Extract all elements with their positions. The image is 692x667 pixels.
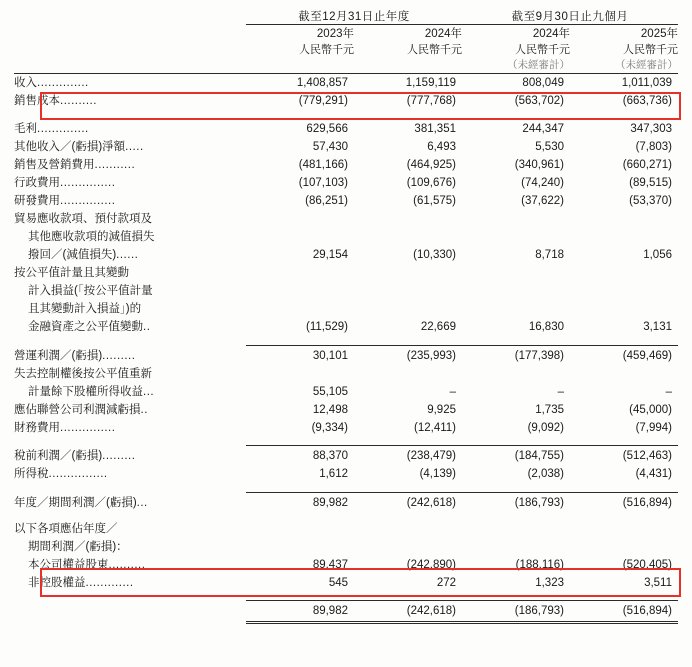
row-label — [14, 574, 246, 592]
row-label — [14, 520, 246, 538]
spacer-cell — [462, 484, 570, 493]
row-label — [14, 601, 246, 623]
income-statement-table — [14, 8, 678, 624]
row-spacer — [14, 337, 678, 346]
row-value — [246, 301, 354, 319]
row-value: 88,370 — [246, 446, 354, 466]
row-value: (89,515) — [629, 177, 672, 189]
row-label-text: 計入損益(「按公平值計量 — [28, 285, 153, 297]
row-label-text: 以下各項應佔年度／ — [14, 522, 118, 535]
row-value: 1,011,039 — [621, 76, 672, 89]
spacer-cell — [246, 437, 354, 446]
row-value: 89,982 — [246, 601, 354, 623]
table-header — [14, 8, 678, 74]
spacer-cell — [570, 484, 678, 493]
row-value — [462, 265, 570, 283]
row-value: (459,469) — [570, 345, 678, 365]
row-label-text: 所得稅 — [14, 468, 49, 480]
row-value — [570, 283, 678, 301]
row-value: 244,347 — [462, 119, 570, 139]
row-leader-dots: ..... — [125, 141, 144, 153]
table-row — [14, 139, 678, 157]
header-audit-row — [14, 57, 678, 72]
table-row — [14, 283, 678, 301]
table-row — [14, 365, 678, 383]
row-label — [14, 556, 246, 574]
row-leader-dots: .............. — [37, 76, 89, 89]
row-label — [14, 229, 246, 247]
spacer-cell — [354, 337, 462, 346]
row-label — [14, 538, 246, 556]
row-value — [354, 265, 462, 283]
row-label — [14, 265, 246, 283]
row-value — [462, 229, 570, 247]
row-label-text: 且其變動計入損益」)的 — [28, 303, 142, 315]
table-row — [14, 247, 678, 265]
row-leader-dots: ...... — [116, 249, 139, 261]
row-value: (53,370) — [629, 195, 672, 207]
row-label-text: 失去控制權後按公平值重新 — [14, 367, 152, 380]
header-unit-2023: 人民幣千元 — [299, 44, 354, 56]
table-body — [14, 74, 678, 623]
row-value: (9,092) — [527, 421, 564, 434]
row-value: 1,612 — [319, 468, 348, 480]
spacer-cell — [14, 437, 246, 446]
row-label-text: 稅前利潤／(虧損) — [14, 450, 103, 462]
row-value — [354, 520, 462, 538]
row-label — [14, 119, 246, 139]
header-unit-2024-annual: 人民幣千元 — [407, 44, 462, 56]
row-value — [354, 229, 462, 247]
row-value — [570, 520, 678, 538]
row-leader-dots: ......... — [102, 450, 136, 462]
row-value: 347,303 — [570, 119, 678, 139]
row-label — [14, 401, 246, 419]
row-value: (516,894) — [570, 601, 678, 623]
row-value — [246, 211, 354, 229]
header-audit-2024-annual — [354, 57, 462, 72]
row-value: 16,830 — [528, 321, 564, 333]
table-row — [14, 574, 678, 592]
row-label-text: 應佔聯營公司利潤減虧損 — [14, 403, 141, 416]
row-label — [14, 247, 246, 265]
table-row — [14, 419, 678, 437]
row-label-text: 按公平值計量且其變動 — [14, 267, 129, 279]
table-row — [14, 119, 678, 139]
table-row — [14, 446, 678, 466]
table-row — [14, 74, 678, 93]
row-label-text: 非控股權益 — [28, 576, 86, 589]
row-value: (512,463) — [570, 446, 678, 466]
row-value: 1,056 — [643, 249, 672, 261]
row-value: (61,575) — [413, 195, 456, 207]
row-value: (2,038) — [527, 468, 564, 480]
row-label-text: 財務費用 — [14, 421, 60, 434]
row-value — [354, 538, 462, 556]
row-value: (109,676) — [406, 177, 456, 189]
header-audit-2023 — [246, 57, 354, 72]
row-value: (235,993) — [354, 345, 462, 365]
row-label-text: 營運利潤／(虧損) — [14, 349, 103, 362]
spacer-cell — [246, 512, 354, 520]
row-label-text: 其他收入／(虧損)淨額 — [14, 141, 126, 153]
table-row — [14, 175, 678, 193]
row-label-text: 本公司權益股東 — [28, 558, 109, 571]
row-value: 30,101 — [246, 345, 354, 365]
row-label — [14, 383, 246, 401]
spacer-cell — [354, 512, 462, 520]
row-value — [462, 538, 570, 556]
spacer-cell — [570, 337, 678, 346]
row-value — [246, 283, 354, 301]
spacer-cell — [14, 512, 246, 520]
row-value: 1,408,857 — [296, 76, 348, 89]
table-row — [14, 92, 678, 110]
spacer-cell — [462, 592, 570, 601]
row-value — [354, 365, 462, 383]
row-value: (186,793) — [462, 601, 570, 623]
row-leader-dots: .. — [143, 321, 151, 333]
header-unit-2025-interim: 人民幣千元 — [623, 44, 678, 56]
table-row — [14, 556, 678, 574]
row-value — [354, 301, 462, 319]
row-leader-dots: ... — [136, 496, 148, 509]
spacer-cell — [570, 512, 678, 520]
row-value: (779,291) — [298, 94, 348, 107]
row-value — [570, 265, 678, 283]
row-value: (74,240) — [521, 177, 564, 189]
spacer-cell — [246, 110, 354, 119]
row-value: 1,323 — [535, 576, 564, 589]
row-value: 1,159,119 — [405, 76, 456, 89]
table-row — [14, 319, 678, 337]
spacer-cell — [246, 592, 354, 601]
row-value: (242,618) — [354, 492, 462, 512]
header-group-annual: 截至12月31日止年度 — [246, 8, 462, 25]
row-label-text: 金融資產之公平值變動 — [28, 321, 143, 333]
row-leader-dots: ............... — [60, 421, 116, 434]
spacer-cell — [570, 110, 678, 119]
row-label — [14, 157, 246, 175]
row-label-text: 其他應收款項的減值損失 — [28, 231, 155, 243]
spacer-cell — [354, 592, 462, 601]
row-label-text: 計量餘下股權所得收益 — [28, 385, 143, 398]
row-value: 22,669 — [420, 321, 456, 333]
spacer-cell — [246, 337, 354, 346]
row-leader-dots: ................ — [48, 468, 108, 480]
row-label-text: 年度／期間利潤／(虧損) — [14, 496, 137, 509]
row-label — [14, 446, 246, 466]
table-row — [14, 265, 678, 283]
table-row — [14, 157, 678, 175]
row-label-text: 收入 — [14, 76, 37, 89]
row-leader-dots: ............. — [85, 576, 134, 589]
row-leader-dots: .............. — [37, 123, 89, 135]
header-blank-cell-2 — [14, 25, 246, 42]
table-row — [14, 301, 678, 319]
row-value: 89,437 — [312, 558, 348, 571]
row-value: (186,793) — [462, 492, 570, 512]
row-value: (340,961) — [514, 159, 564, 171]
row-label-text: 期間利潤／(虧損)： — [28, 540, 128, 553]
row-value: (45,000) — [629, 403, 672, 416]
row-value: 57,430 — [312, 141, 348, 153]
table-row — [14, 211, 678, 229]
row-value — [570, 211, 678, 229]
row-value: – — [449, 385, 456, 398]
row-value — [246, 265, 354, 283]
row-label — [14, 466, 246, 484]
row-spacer — [14, 592, 678, 601]
row-label — [14, 365, 246, 383]
header-year-row — [14, 25, 678, 42]
header-group-row — [14, 8, 678, 25]
row-label-text: 行政費用 — [14, 177, 60, 189]
row-leader-dots: ............... — [60, 177, 116, 189]
row-value: (520,405) — [622, 558, 672, 571]
row-value: (563,702) — [514, 94, 564, 107]
spacer-cell — [462, 337, 570, 346]
row-label — [14, 492, 246, 512]
row-spacer — [14, 512, 678, 520]
row-value: (777,768) — [406, 94, 456, 107]
table-row — [14, 383, 678, 401]
row-value — [462, 365, 570, 383]
row-value: (4,431) — [635, 468, 672, 480]
header-year-2023: 2023年 — [316, 28, 354, 40]
header-year-2024-annual: 2024年 — [424, 28, 462, 40]
row-value: 381,351 — [354, 119, 462, 139]
row-value: 629,566 — [246, 119, 354, 139]
row-value — [354, 211, 462, 229]
row-value — [570, 538, 678, 556]
row-label — [14, 419, 246, 437]
row-value — [462, 520, 570, 538]
row-value: 29,154 — [312, 249, 348, 261]
row-leader-dots: .......... — [108, 558, 146, 571]
row-label — [14, 92, 246, 110]
row-value: (10,330) — [413, 249, 456, 261]
row-value — [462, 211, 570, 229]
row-value: 55,105 — [312, 385, 348, 398]
row-spacer — [14, 437, 678, 446]
row-label — [14, 319, 246, 337]
row-label — [14, 175, 246, 193]
row-value — [462, 283, 570, 301]
row-value: 6,493 — [427, 141, 456, 153]
row-value — [570, 365, 678, 383]
row-value — [462, 301, 570, 319]
header-blank-cell-4 — [14, 57, 246, 72]
row-label — [14, 139, 246, 157]
row-value: (11,529) — [306, 321, 348, 333]
header-year-2025-interim: 2025年 — [640, 28, 678, 40]
row-value: (7,803) — [635, 141, 672, 153]
row-label-text: 銷售及營銷費用 — [14, 159, 95, 171]
table-row — [14, 538, 678, 556]
spacer-cell — [354, 110, 462, 119]
row-value: 1,735 — [535, 403, 564, 416]
row-value: (481,166) — [298, 159, 348, 171]
row-value: (464,925) — [406, 159, 456, 171]
row-value: 89,982 — [246, 492, 354, 512]
row-value: (663,736) — [622, 94, 672, 107]
row-label — [14, 74, 246, 93]
table-row — [14, 466, 678, 484]
header-unit-2024-interim: 人民幣千元 — [515, 44, 570, 56]
row-label — [14, 283, 246, 301]
row-value: 8,718 — [535, 249, 564, 261]
spacer-cell — [246, 484, 354, 493]
row-label-text: 毛利 — [14, 123, 37, 135]
row-value: – — [557, 385, 564, 398]
row-value: (37,622) — [521, 195, 564, 207]
row-leader-dots: ............... — [60, 195, 116, 207]
row-value: 5,530 — [535, 141, 564, 153]
row-value: (107,103) — [298, 177, 348, 189]
header-audit-2024-interim: （未經審計） — [507, 59, 570, 71]
row-value: – — [665, 385, 672, 398]
row-spacer — [14, 110, 678, 119]
spacer-cell — [14, 592, 246, 601]
table-row — [14, 345, 678, 365]
row-value — [570, 229, 678, 247]
row-label-text: 銷售成本 — [14, 94, 60, 107]
spacer-cell — [462, 437, 570, 446]
row-value: 272 — [436, 576, 456, 589]
table-row — [14, 401, 678, 419]
row-leader-dots: .. — [140, 403, 148, 416]
row-value: 808,049 — [522, 76, 564, 89]
table-row — [14, 601, 678, 623]
row-value — [246, 520, 354, 538]
row-value: (242,618) — [354, 601, 462, 623]
row-leader-dots: ... — [143, 385, 155, 398]
spacer-cell — [354, 437, 462, 446]
row-value: (242,890) — [406, 558, 456, 571]
spacer-cell — [462, 110, 570, 119]
row-value: (9,334) — [311, 421, 348, 434]
row-value — [246, 229, 354, 247]
row-value: 9,925 — [427, 403, 456, 416]
row-value: (86,251) — [305, 195, 348, 207]
header-group-ninemonths: 截至9月30日止九個月 — [462, 8, 678, 25]
header-blank-cell-3 — [14, 41, 246, 57]
spacer-cell — [14, 484, 246, 493]
table-row — [14, 193, 678, 211]
table-row — [14, 492, 678, 512]
row-label — [14, 193, 246, 211]
row-label — [14, 345, 246, 365]
table-row — [14, 229, 678, 247]
row-value: (660,271) — [622, 159, 672, 171]
spacer-cell — [462, 512, 570, 520]
row-value: 3,511 — [644, 576, 672, 589]
row-value: (177,398) — [462, 345, 570, 365]
row-value: 12,498 — [312, 403, 348, 416]
row-label-text: 撥回／(減值損失) — [28, 249, 117, 261]
row-label-text: 研發費用 — [14, 195, 60, 207]
row-leader-dots: ......... — [102, 349, 136, 362]
row-value: (184,755) — [462, 446, 570, 466]
row-label — [14, 301, 246, 319]
row-value — [354, 283, 462, 301]
row-value: 3,131 — [643, 321, 672, 333]
row-value — [570, 301, 678, 319]
row-value: (4,139) — [419, 468, 456, 480]
row-label-text: 貿易應收款項、預付款項及 — [14, 213, 152, 225]
header-blank-cell — [14, 8, 246, 25]
header-audit-2025-interim: （未經審計） — [615, 59, 678, 71]
row-value: 545 — [328, 576, 348, 589]
row-value: (188,116) — [515, 558, 564, 571]
spacer-cell — [570, 592, 678, 601]
header-unit-row — [14, 41, 678, 57]
row-spacer — [14, 484, 678, 493]
row-value — [246, 538, 354, 556]
row-value — [246, 365, 354, 383]
row-leader-dots: ........... — [94, 159, 136, 171]
table-row — [14, 520, 678, 538]
spacer-cell — [354, 484, 462, 493]
header-year-2024-interim: 2024年 — [532, 28, 570, 40]
spacer-cell — [570, 437, 678, 446]
row-label — [14, 211, 246, 229]
row-leader-dots: .......... — [60, 94, 97, 107]
row-value: (238,479) — [354, 446, 462, 466]
row-value: (12,411) — [414, 421, 456, 434]
row-value: (516,894) — [570, 492, 678, 512]
spacer-cell — [14, 110, 246, 119]
spacer-cell — [14, 337, 246, 346]
row-value: (7,994) — [635, 421, 672, 434]
